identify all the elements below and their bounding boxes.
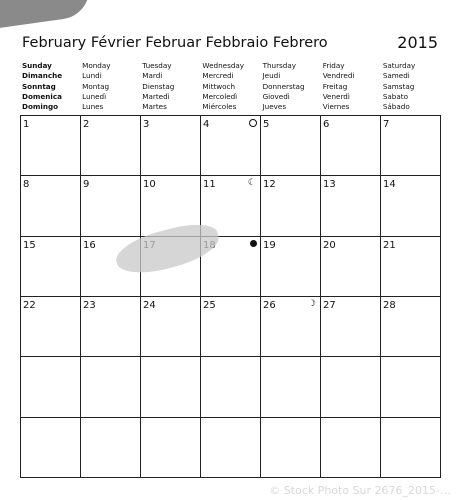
day-cell[interactable] (21, 357, 81, 417)
day-name: Dienstag (142, 81, 175, 91)
day-cell[interactable] (21, 116, 81, 176)
calendar-grid (20, 115, 441, 478)
day-name: Mercoledì (202, 91, 238, 101)
day-cell[interactable] (201, 297, 261, 357)
day-name-column (261, 61, 321, 112)
day-number: 24 (143, 299, 156, 311)
day-cell[interactable] (201, 418, 261, 478)
day-name-column (20, 61, 80, 112)
day-name-column (321, 61, 381, 112)
day-name: Domingo (22, 102, 59, 112)
day-name: Freitag (322, 81, 348, 91)
day-cell[interactable] (81, 418, 141, 478)
day-name: Sábado (382, 102, 410, 112)
day-name: Montag (82, 81, 110, 91)
day-cell[interactable] (261, 418, 321, 478)
day-cell[interactable] (21, 237, 81, 297)
day-cell[interactable] (141, 297, 201, 357)
day-cell[interactable] (321, 297, 381, 357)
last-quarter-icon: ☾ (247, 178, 256, 189)
day-number: 13 (323, 179, 336, 191)
day-cell[interactable] (81, 357, 141, 417)
day-number: 25 (203, 299, 216, 311)
first-quarter-icon: ☽ (307, 298, 316, 309)
day-name: Viernes (322, 102, 350, 112)
day-name: Samstag (382, 81, 415, 91)
day-number: 7 (383, 119, 390, 130)
day-cell[interactable] (21, 176, 81, 236)
day-cell[interactable] (321, 116, 381, 176)
day-number: 20 (323, 239, 336, 251)
day-name: Tuesday (142, 61, 172, 70)
day-cell[interactable] (141, 418, 201, 478)
day-name: Lundi (82, 71, 102, 81)
day-cell[interactable] (21, 297, 81, 357)
day-number: 27 (323, 299, 336, 311)
day-number: 1 (23, 119, 30, 130)
day-cell[interactable] (321, 357, 381, 417)
day-number: 28 (383, 299, 396, 311)
day-number: 3 (143, 119, 150, 130)
day-number: 4 (203, 119, 210, 130)
day-name: Martedì (142, 91, 170, 101)
day-cell[interactable] (381, 116, 441, 176)
day-number: 9 (83, 179, 90, 191)
day-cell[interactable] (381, 357, 441, 417)
year-label: 2015 (397, 33, 438, 52)
day-name: Dimanche (22, 71, 63, 81)
day-name: Monday (82, 61, 111, 70)
day-cell[interactable] (381, 176, 441, 236)
day-cell[interactable] (261, 237, 321, 297)
day-number: 11 (203, 179, 216, 191)
day-name-column (140, 61, 200, 112)
day-name: Sonntag (22, 81, 56, 91)
day-cell[interactable] (381, 297, 441, 357)
day-cell[interactable] (381, 237, 441, 297)
day-name-column (80, 61, 140, 112)
day-name: Mercredi (202, 71, 234, 81)
day-name: Miércoles (202, 102, 237, 112)
day-name: Sunday (22, 61, 52, 70)
day-cell[interactable] (201, 357, 261, 417)
day-number: 21 (383, 239, 396, 251)
day-cell[interactable] (141, 116, 201, 176)
day-number: 6 (323, 119, 330, 130)
day-number: 12 (263, 179, 276, 191)
day-name: Venerdì (322, 91, 350, 101)
day-number: 10 (143, 179, 156, 191)
full-moon-icon (249, 119, 257, 127)
day-cell[interactable] (261, 357, 321, 417)
day-cell[interactable] (321, 418, 381, 478)
day-number: 26 (263, 299, 276, 311)
day-name: Mittwoch (202, 81, 236, 91)
day-name: Samedi (382, 71, 410, 81)
day-cell[interactable] (261, 176, 321, 236)
day-cell[interactable] (81, 297, 141, 357)
day-cell[interactable] (321, 237, 381, 297)
day-number: 2 (83, 119, 90, 130)
day-number: 5 (263, 119, 270, 130)
day-number: 8 (23, 179, 30, 191)
day-name: Sabato (382, 91, 408, 101)
day-name: Lunes (82, 102, 104, 112)
day-name: Jeudi (262, 71, 281, 81)
day-cell[interactable] (81, 116, 141, 176)
day-name: Domenica (22, 91, 62, 101)
day-name: Donnerstag (262, 81, 305, 91)
new-moon-icon (250, 240, 257, 247)
day-number: 14 (383, 179, 396, 191)
day-number: 22 (23, 299, 36, 311)
day-name: Mardi (142, 71, 163, 81)
corner-banner (0, 0, 93, 29)
day-number: 16 (83, 239, 96, 251)
day-number: 23 (83, 299, 96, 311)
day-name-header (20, 61, 441, 112)
day-cell[interactable] (201, 116, 261, 176)
day-name: Martes (142, 102, 167, 112)
day-cell[interactable] (261, 116, 321, 176)
day-name-column (200, 61, 260, 112)
day-cell[interactable] (261, 297, 321, 357)
day-name: Vendredi (322, 71, 355, 81)
day-name: Saturday (382, 61, 416, 70)
day-name: Friday (322, 61, 345, 70)
footer-watermark: © Stock Photo Sur 2676_2015-… (269, 484, 451, 497)
day-name: Thursday (262, 61, 296, 70)
day-name: Jueves (262, 102, 287, 112)
day-cell[interactable] (381, 418, 441, 478)
day-cell[interactable] (81, 176, 141, 236)
day-name: Giovedì (262, 91, 290, 101)
day-number: 15 (23, 239, 36, 251)
day-name: Wednesday (202, 61, 245, 70)
day-number: 19 (263, 239, 276, 251)
day-cell[interactable] (141, 357, 201, 417)
month-title: February Février Februar Febbraio Febrero (22, 35, 328, 51)
day-name-column (381, 61, 441, 112)
day-cell[interactable] (321, 176, 381, 236)
day-cell[interactable] (21, 418, 81, 478)
day-name: Lunedì (82, 91, 107, 101)
